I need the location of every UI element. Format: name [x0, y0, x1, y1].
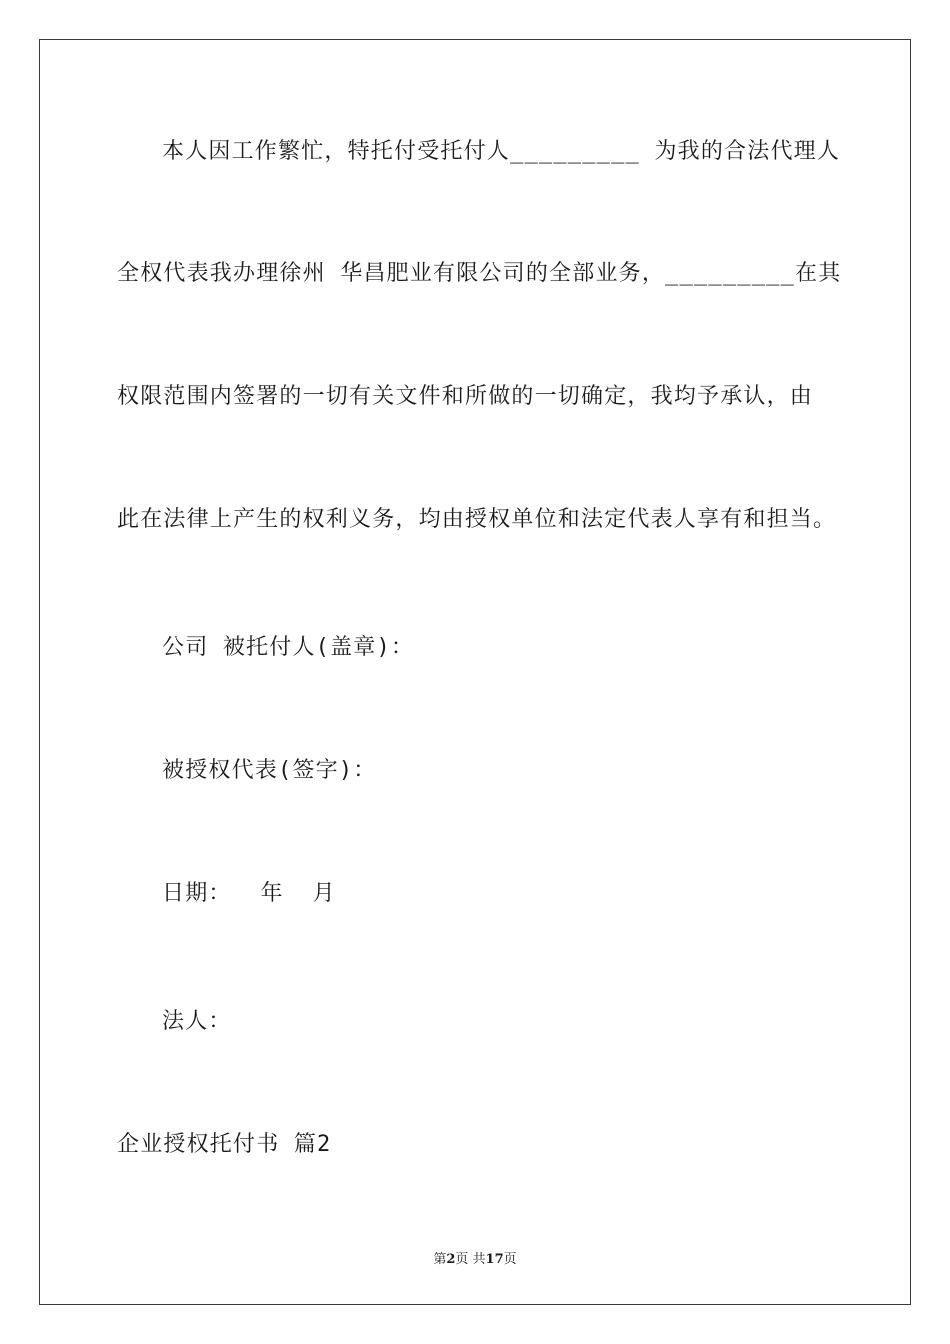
- date-line: 日期： 年 月: [162, 881, 336, 906]
- page-footer: [0, 1248, 950, 1267]
- company-signature-line: 公司 被托付人(盖章)：: [162, 635, 415, 660]
- section-title: 企业授权托付书 篇2: [117, 1132, 332, 1157]
- paragraph-line-2: 全权代表我办理徐州 华昌肥业有限公司的全部业务，_________在其: [117, 261, 842, 286]
- footer-total-pages: 17: [485, 1252, 504, 1267]
- paragraph-line-1: 本人因工作繁忙，特托付受托付人_________ 为我的合法代理人: [162, 139, 841, 164]
- legal-person-line: 法人：: [162, 1009, 232, 1034]
- paragraph-line-4: 此在法律上产生的权利义务，均由授权单位和法定代表人享有和担当。: [117, 507, 837, 532]
- page-border: [39, 39, 911, 1305]
- footer-page-number: 2: [446, 1252, 456, 1267]
- footer-page-prefix: 第: [433, 1252, 447, 1267]
- footer-page-suffix: 页: [503, 1252, 517, 1267]
- representative-signature-line: 被授权代表(签字)：: [162, 758, 377, 783]
- paragraph-line-3: 权限范围内签署的一切有关文件和所做的一切确定，我均予承认，由: [117, 384, 814, 409]
- footer-page-mid: 页 共: [455, 1252, 486, 1267]
